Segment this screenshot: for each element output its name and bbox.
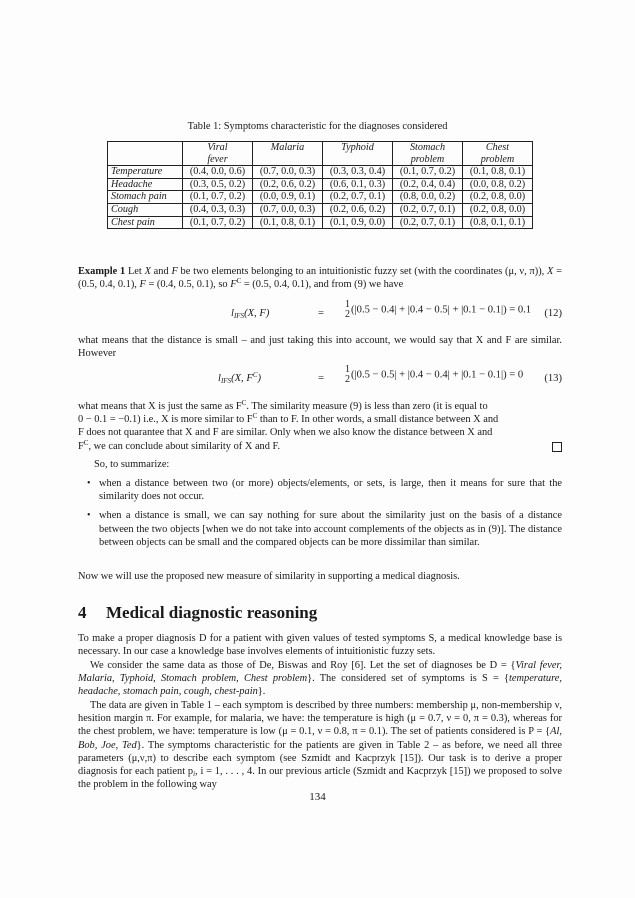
section-paragraph-3: The data are given in Table 1 – each symptom is described by three numbers: membership μ, non-membership ν, hesition margin π. For example, for malaria, we have: the temperature is high (μ = 0.7, ν = 0, π = 0.3), whereas for the chest problem, we have: temperature is low (μ = 0.1, ν = 0.8, π = 0.1). The set of patients considered is P = {Al, Bob, Joe, Ted}. The symptoms characteristic for the patients are given in Table 2 – as before, we need all three parameters (μ,ν,π) to describe each symptom (see Szmidt and Kacprzyk [15]). Our task is to derive a proper diagnosis for each patient $p_i$, i = 1, . . . , 4. In our previous article (Szmidt and Kacprzyk [15]) we proposed to solve the problem in the following way: [78, 700, 562, 791]
table-row: [108, 203, 533, 216]
table-row: [108, 166, 533, 179]
table-row: [108, 191, 533, 204]
table-cell: (0.2, 0.7, 0.1): [323, 191, 393, 204]
table-cell: (0.2, 0.4, 0.4): [393, 178, 463, 191]
example-1-intro: Example 1 Let X and F be two elements belonging to an intuitionistic fuzzy set (with the coordinates (μ, ν, π)), X = (0.5, 0.4, 0.1), F = (0.4, 0.5, 0.1), so $F^C = (0.5$, 0.4, 0.1), and from (9) we have: [78, 266, 562, 291]
table-cell: (0.7, 0.0, 0.3): [253, 166, 323, 179]
table-cell: (0.8, 0.1, 0.1): [463, 216, 533, 229]
table-cell: (0.4, 0.3, 0.3): [183, 203, 253, 216]
symptoms-table: [107, 141, 533, 229]
row-header: Temperature: [108, 166, 183, 179]
page-number: 134: [309, 791, 326, 803]
bullet-item: • when a distance is small, we can say nothing for sure about the similarity just on the basis of a distance between the two objects [when we do not take into account complements of the objects as in (9)]. The distance between objects can be small and the compared objects can be more dissimilar than similar.: [86, 509, 562, 549]
summary-bullets: [86, 477, 562, 555]
table-cell: (0.3, 0.3, 0.4): [323, 166, 393, 179]
section-title: Medical diagnostic reasoning: [106, 603, 318, 622]
column-header-viral-fever: Viral fever: [183, 142, 253, 166]
bullet-item: • when a distance between two (or more) objects/elements, or sets, is large, then it means for sure that the similarity does not occur.: [86, 477, 562, 503]
table-cell: (0.8, 0.0, 0.2): [393, 191, 463, 204]
table-cell: (0.0, 0.8, 0.2): [463, 178, 533, 191]
table-cell: (0.6, 0.1, 0.3): [323, 178, 393, 191]
section-heading: [78, 603, 562, 623]
table-header-row: [108, 142, 533, 166]
section-paragraph-1: To make a proper diagnosis D for a patient with given values of tested symptoms S, a medical knowledge base is necessary. In our case a knowledge base involves elements of intuitionistic fuzzy sets.: [78, 633, 562, 658]
table-cell: (0.1, 0.9, 0.0): [323, 216, 393, 229]
table-cell: (0.1, 0.7, 0.2): [183, 216, 253, 229]
section-number: 4: [78, 603, 87, 622]
table-cell: (0.1, 0.7, 0.2): [183, 191, 253, 204]
column-header-stomach-problem: Stomach problem: [393, 142, 463, 166]
table-cell: (0.2, 0.8, 0.0): [463, 191, 533, 204]
table-cell: (0.2, 0.7, 0.1): [393, 203, 463, 216]
equation-13: $l_{IFS}(X$, $F^C$) = 1 2 (|0.5 − 0.5| + |0.4 − 0.4| + |0.1 − 0.1|) = 0 (13): [218, 364, 562, 385]
table-cell: (0.0, 0.9, 0.1): [253, 191, 323, 204]
table-cell: (0.2, 0.8, 0.0): [463, 203, 533, 216]
table-cell: (0.1, 0.7, 0.2): [393, 166, 463, 179]
section-paragraph-2: We consider the same data as those of De, Biswas and Roy [6]. Let the set of diagnoses be D = {Viral fever, Malaria, Typhoid, Stomach problem, Chest problem}. The considered set of symptoms is S = {temperature, headache, stomach pain, cough, chest-pain}.: [78, 660, 563, 698]
table-row: [108, 178, 533, 191]
equation-number: (12): [544, 308, 562, 319]
table-cell: (0.2, 0.6, 0.2): [253, 178, 323, 191]
summary-intro: So, to summarize:: [94, 459, 170, 470]
row-header: Headache: [108, 178, 183, 191]
table-cell: (0.2, 0.6, 0.2): [323, 203, 393, 216]
table-cell: (0.4, 0.0, 0.6): [183, 166, 253, 179]
table-caption: Table 1: Symptoms characteristic for the diagnoses considered: [187, 121, 448, 132]
table-corner-cell: [108, 142, 183, 166]
table-cell: (0.3, 0.5, 0.2): [183, 178, 253, 191]
qed-box-icon: [552, 442, 562, 452]
equation-number: (13): [544, 373, 562, 384]
column-header-chest-problem: Chest problem: [463, 142, 533, 166]
column-header-malaria: Malaria: [253, 142, 323, 166]
equation-12: $l_{IFS}(X$, F) = 1 2 (|0.5 − 0.4| + |0.4 − 0.5| + |0.1 − 0.1|) = 0.1 (12): [231, 299, 562, 320]
paragraph-after-eq12: what means that the distance is small – and just taking this into account, we would say that X and F are similar. However: [78, 335, 562, 360]
table-cell: (0.1, 0.8, 0.1): [253, 216, 323, 229]
row-header: Cough: [108, 203, 183, 216]
example-label: Example 1: [78, 266, 126, 277]
table-cell: (0.1, 0.8, 0.1): [463, 166, 533, 179]
table-cell: (0.2, 0.7, 0.1): [393, 216, 463, 229]
table-cell: (0.7, 0.0, 0.3): [253, 203, 323, 216]
row-header: Stomach pain: [108, 191, 183, 204]
table-row: [108, 216, 533, 229]
row-header: Chest pain: [108, 216, 183, 229]
column-header-typhoid: Typhoid: [323, 142, 393, 166]
paragraph-after-eq13: what means that X is just the same as $F^C$. The similarity measure (9) is less than zero (it is equal to 0 − 0.1 = −0.1) i.e., X is more similar to $F^C$ than to F. In other words, a small distance between X and F does not quarantee that X and F are similar. Only when we also know the distance between X and $F^C$, we can conclude about similarity of X and F.: [78, 400, 562, 454]
summary-closing: Now we will use the proposed new measure of similarity in supporting a medical diagnosis.: [78, 571, 460, 582]
